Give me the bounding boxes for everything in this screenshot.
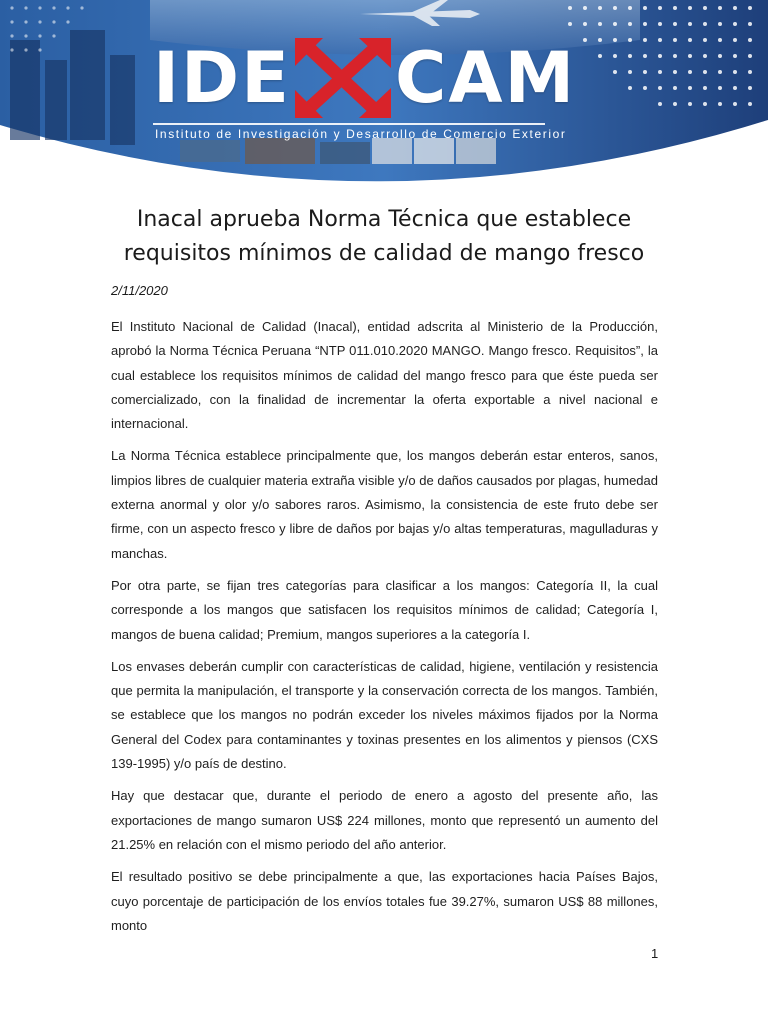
page-number: 1 [651,946,659,961]
logo-left-text: IDE [153,37,291,119]
paragraph: Hay que destacar que, durante el periodo de enero a agosto del presente año, las exportaciones de mango sumaron US$ 224 millones, monto que representó un aumento del 21.25% en relación con el mismo periodo del año anterior. [111,788,658,852]
article-body [111,315,658,946]
logo-right-text: CAM [394,37,577,119]
idexcam-logo [153,38,576,118]
logo-divider [153,123,545,125]
paragraph: La Norma Técnica establece principalmente que, los mangos deberán estar enteros, sanos, limpios libres de cualquier materia extraña visible y/o de daños causados por plagas, humedad externa anormal y olor y/o sabores raros. Asimismo, la consistencia de este fruto debe ser firme, con un aspecto fresco y libre de daños por bajas y/o altas temperaturas, magulladuras y manchas. [111,448,658,561]
article-date: 2/11/2020 [111,283,168,298]
paragraph: El resultado positivo se debe principalmente a que, las exportaciones hacia Países Bajos, cuyo porcentaje de participación de los envíos totales fue 39.27%, sumaron US$ 88 millones, monto [111,869,658,933]
arrows-x-icon [295,38,391,118]
paragraph: Por otra parte, se fijan tres categorías para clasificar a los mangos: Categoría II, la cual corresponde a los mangos que satisfacen los requisitos mínimos de calidad; Categoría I, mangos de buena calidad; Premium, mangos superiores a la categoría I. [111,577,658,642]
header-banner [0,0,768,200]
paragraph: El Instituto Nacional de Calidad (Inacal), entidad adscrita al Ministerio de la Producción, aprobó la Norma Técnica Peruana “NTP 011.010.2020 MANGO. Mango fresco. Requisitos”, la cual establece los requisitos mínimos de calidad del mango fresco para que éste pueda ser comercializado, con la finalidad de incrementar la oferta exportable a nivel nacional e internacional. [111,319,658,432]
paragraph: Los envases deberán cumplir con características de calidad, higiene, ventilación y resistencia que permita la manipulación, el transporte y la conservación correcta de los mangos. También, se establece que los mangos no podrán exceder los niveles máximos fijados por la Norma General del Codex para contaminantes y toxinas presentes en los alimentos y piensos (CXS 139-1995) y/o país de destino. [111,658,658,772]
logo-subtitle: Instituto de Investigación y Desarrollo de Comercio Exterior [155,127,567,141]
article-title: Inacal aprueba Norma Técnica que establece requisitos mínimos de calidad de mango fresco [123,207,645,266]
